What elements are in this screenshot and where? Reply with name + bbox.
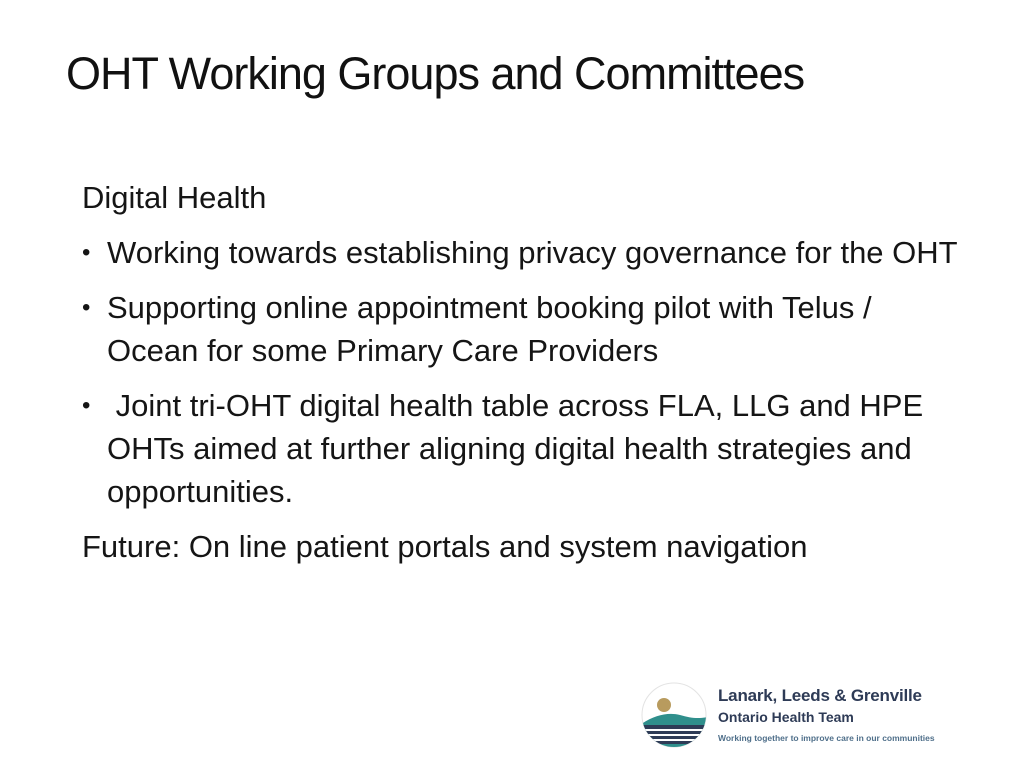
bullet-text: Working towards establishing privacy governance for the OHT [107,235,958,270]
logo-name-line1: Lanark, Leeds & Grenville [718,686,922,705]
bullet-dot-icon: • [82,392,91,419]
logo-name-line2: Ontario Health Team [718,709,854,725]
organization-logo [640,678,1000,752]
bullet-dot-icon: • [82,239,91,266]
bullet-item [82,231,962,274]
bullet-item [82,286,962,372]
logo-text [718,685,935,745]
section-heading: Digital Health [82,180,267,215]
circle-sun-hills-water-icon [640,681,708,749]
future-note: Future: On line patient portals and system navigation [82,529,808,564]
bullet-text: Joint tri-OHT digital health table across FLA, LLG and HPE OHTs aimed at further aligning digital health strategies and opportunities. [107,388,932,509]
logo-tagline: Working together to improve care in our communities [718,733,935,743]
slide-body [82,176,962,580]
bullet-text: Supporting online appointment booking pilot with Telus / Ocean for some Primary Care Providers [107,290,872,368]
bullet-item [82,384,962,513]
bullet-dot-icon: • [82,294,91,321]
slide-title: OHT Working Groups and Committees [66,48,805,99]
